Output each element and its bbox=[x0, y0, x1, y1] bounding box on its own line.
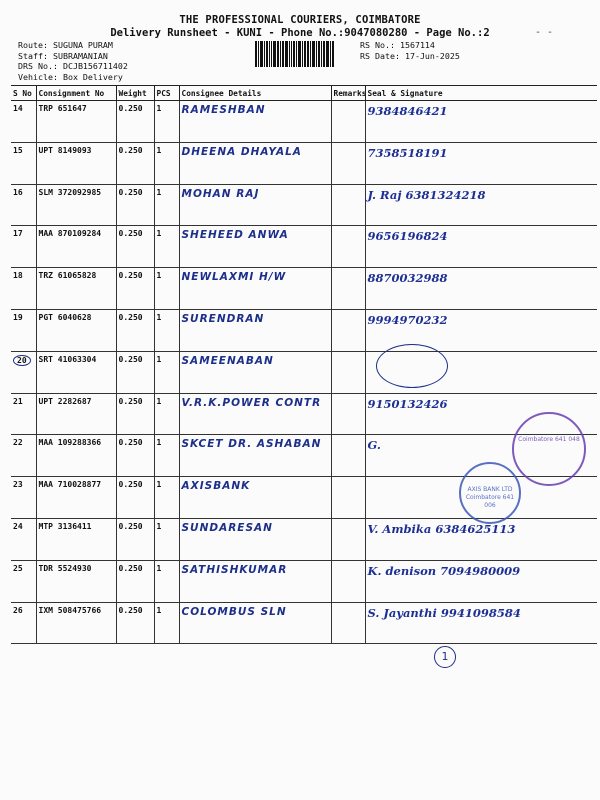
table-row bbox=[11, 142, 597, 184]
cell-pcs: 1 bbox=[154, 560, 179, 602]
cell-pcs: 1 bbox=[154, 435, 179, 477]
table-header bbox=[11, 86, 597, 101]
col-sno: S No bbox=[11, 86, 36, 101]
dashes: - - bbox=[535, 27, 554, 38]
cell-pcs: 1 bbox=[154, 268, 179, 310]
cell-signature: 9150132426 bbox=[365, 393, 597, 435]
cell-weight: 0.250 bbox=[116, 101, 154, 143]
cell-sno: 24 bbox=[11, 518, 36, 560]
cell-sno: 14 bbox=[11, 101, 36, 143]
cell-weight: 0.250 bbox=[116, 184, 154, 226]
cell-consignment: IXM 508475766 bbox=[36, 602, 116, 644]
company-seal-stamp: Coimbatore 641 048 bbox=[512, 412, 586, 486]
meta-right bbox=[360, 40, 460, 61]
cell-weight: 0.250 bbox=[116, 142, 154, 184]
cell-signature: G. bbox=[365, 435, 597, 477]
cell-weight: 0.250 bbox=[116, 518, 154, 560]
staff-label: Staff: SUBRAMANIAN bbox=[18, 50, 108, 61]
table-row bbox=[11, 226, 597, 268]
cell-sno bbox=[11, 351, 36, 393]
cell-pcs: 1 bbox=[154, 518, 179, 560]
col-weight: Weight bbox=[116, 86, 154, 101]
cell-remarks bbox=[331, 184, 365, 226]
cell-signature: 9656196824 bbox=[365, 226, 597, 268]
cell-remarks bbox=[331, 435, 365, 477]
cell-remarks bbox=[331, 309, 365, 351]
cell-signature: 9384846421 bbox=[365, 101, 597, 143]
cell-consignment: MAA 710028877 bbox=[36, 477, 116, 519]
cell-sno: 19 bbox=[11, 309, 36, 351]
cell-weight: 0.250 bbox=[116, 393, 154, 435]
cell-pcs: 1 bbox=[154, 351, 179, 393]
cell-weight: 0.250 bbox=[116, 309, 154, 351]
col-remarks: Remarks bbox=[331, 86, 365, 101]
cell-signature: S. Jayanthi 9941098584 bbox=[365, 602, 597, 644]
circled-page-mark: 1 bbox=[434, 646, 456, 668]
vehicle-label: Vehicle: Box Delivery bbox=[18, 71, 123, 82]
barcode-image bbox=[255, 41, 351, 67]
cell-consignee: SUNDARESAN bbox=[179, 518, 331, 560]
cell-consignment: MTP 3136411 bbox=[36, 518, 116, 560]
cell-remarks bbox=[331, 351, 365, 393]
cell-pcs: 1 bbox=[154, 101, 179, 143]
cell-sno: 21 bbox=[11, 393, 36, 435]
cell-sno: 18 bbox=[11, 268, 36, 310]
cell-consignee: AXISBANK bbox=[179, 477, 331, 519]
cell-sno: 23 bbox=[11, 477, 36, 519]
cell-consignment: UPT 8149093 bbox=[36, 142, 116, 184]
cell-signature bbox=[365, 351, 597, 393]
runsheet-subtitle: Delivery Runsheet - KUNI - Phone No.:9047080280 - Page No.:2 bbox=[110, 27, 490, 39]
cell-consignee: V.R.K.POWER CONTR bbox=[179, 393, 331, 435]
meta-left bbox=[18, 40, 128, 82]
table-row bbox=[11, 351, 597, 393]
company-title: THE PROFESSIONAL COURIERS, COIMBATORE bbox=[179, 14, 421, 26]
cell-weight: 0.250 bbox=[116, 477, 154, 519]
cell-consignment: MAA 109288366 bbox=[36, 435, 116, 477]
cell-remarks bbox=[331, 226, 365, 268]
cell-sno: 25 bbox=[11, 560, 36, 602]
cell-signature: 8870032988 bbox=[365, 268, 597, 310]
table-row bbox=[11, 518, 597, 560]
cell-consignee: SHEHEED ANWA bbox=[179, 226, 331, 268]
cell-consignment: MAA 870109284 bbox=[36, 226, 116, 268]
cell-consignee: NEWLAXMI H/W bbox=[179, 268, 331, 310]
col-pcs: PCS bbox=[154, 86, 179, 101]
cell-sno: 16 bbox=[11, 184, 36, 226]
col-consignee: Consignee Details bbox=[179, 86, 331, 101]
cell-consignment: PGT 6040628 bbox=[36, 309, 116, 351]
cell-consignment: SLM 372092985 bbox=[36, 184, 116, 226]
cell-consignee: DHEENA DHAYALA bbox=[179, 142, 331, 184]
cell-consignee: SKCET DR. ASHABAN bbox=[179, 435, 331, 477]
table-row bbox=[11, 602, 597, 644]
cell-sno: 15 bbox=[11, 142, 36, 184]
cell-consignee: COLOMBUS SLN bbox=[179, 602, 331, 644]
cell-signature: 7358518191 bbox=[365, 142, 597, 184]
route-label: Route: SUGUNA PURAM bbox=[18, 40, 113, 50]
cell-consignment: TRZ 61065828 bbox=[36, 268, 116, 310]
cell-consignee: SAMEENABAN bbox=[179, 351, 331, 393]
table-row bbox=[11, 560, 597, 602]
bank-seal-stamp: AXIS BANK LTD Coimbatore 641 006 bbox=[459, 462, 521, 524]
cell-consignee: MOHAN RAJ bbox=[179, 184, 331, 226]
cell-remarks bbox=[331, 518, 365, 560]
cell-consignment: TDR 5524930 bbox=[36, 560, 116, 602]
cell-sno: 26 bbox=[11, 602, 36, 644]
rs-no-label: RS No.: 1567114 bbox=[360, 40, 435, 50]
table-row bbox=[11, 268, 597, 310]
cell-consignment: SRT 41063304 bbox=[36, 351, 116, 393]
cell-remarks bbox=[331, 268, 365, 310]
cell-weight: 0.250 bbox=[116, 226, 154, 268]
signature-scribble-icon bbox=[376, 344, 448, 388]
cell-signature: J. Raj 6381324218 bbox=[365, 184, 597, 226]
cell-pcs: 1 bbox=[154, 393, 179, 435]
cell-remarks bbox=[331, 602, 365, 644]
cell-weight: 0.250 bbox=[116, 268, 154, 310]
table-row bbox=[11, 309, 597, 351]
cell-consignment: TRP 651647 bbox=[36, 101, 116, 143]
circled-sno: 20 bbox=[13, 355, 31, 366]
cell-signature: V. Ambika 6384625113 bbox=[365, 518, 597, 560]
cell-signature: K. denison 7094980009 bbox=[365, 560, 597, 602]
cell-pcs: 1 bbox=[154, 184, 179, 226]
cell-pcs: 1 bbox=[154, 309, 179, 351]
cell-remarks bbox=[331, 393, 365, 435]
col-consignment: Consignment No bbox=[36, 86, 116, 101]
cell-remarks bbox=[331, 477, 365, 519]
cell-pcs: 1 bbox=[154, 226, 179, 268]
cell-consignee: RAMESHBAN bbox=[179, 101, 331, 143]
cell-consignee: SATHISHKUMAR bbox=[179, 560, 331, 602]
cell-pcs: 1 bbox=[154, 142, 179, 184]
cell-remarks bbox=[331, 142, 365, 184]
cell-weight: 0.250 bbox=[116, 602, 154, 644]
cell-pcs: 1 bbox=[154, 477, 179, 519]
cell-sno: 17 bbox=[11, 226, 36, 268]
cell-weight: 0.250 bbox=[116, 351, 154, 393]
table-row bbox=[11, 184, 597, 226]
cell-pcs: 1 bbox=[154, 602, 179, 644]
table-row bbox=[11, 393, 597, 435]
rs-date-label: RS Date: 17-Jun-2025 bbox=[360, 50, 460, 61]
table-row bbox=[11, 101, 597, 143]
cell-consignee: SURENDRAN bbox=[179, 309, 331, 351]
cell-consignment: UPT 2282687 bbox=[36, 393, 116, 435]
delivery-table bbox=[11, 85, 597, 644]
cell-sno: 22 bbox=[11, 435, 36, 477]
drs-label: DRS No.: DCJB156711402 bbox=[18, 61, 128, 71]
cell-weight: 0.250 bbox=[116, 560, 154, 602]
cell-remarks bbox=[331, 101, 365, 143]
col-signature: Seal & Signature bbox=[365, 86, 597, 101]
cell-weight: 0.250 bbox=[116, 435, 154, 477]
cell-signature: 9994970232 bbox=[365, 309, 597, 351]
cell-remarks bbox=[331, 560, 365, 602]
